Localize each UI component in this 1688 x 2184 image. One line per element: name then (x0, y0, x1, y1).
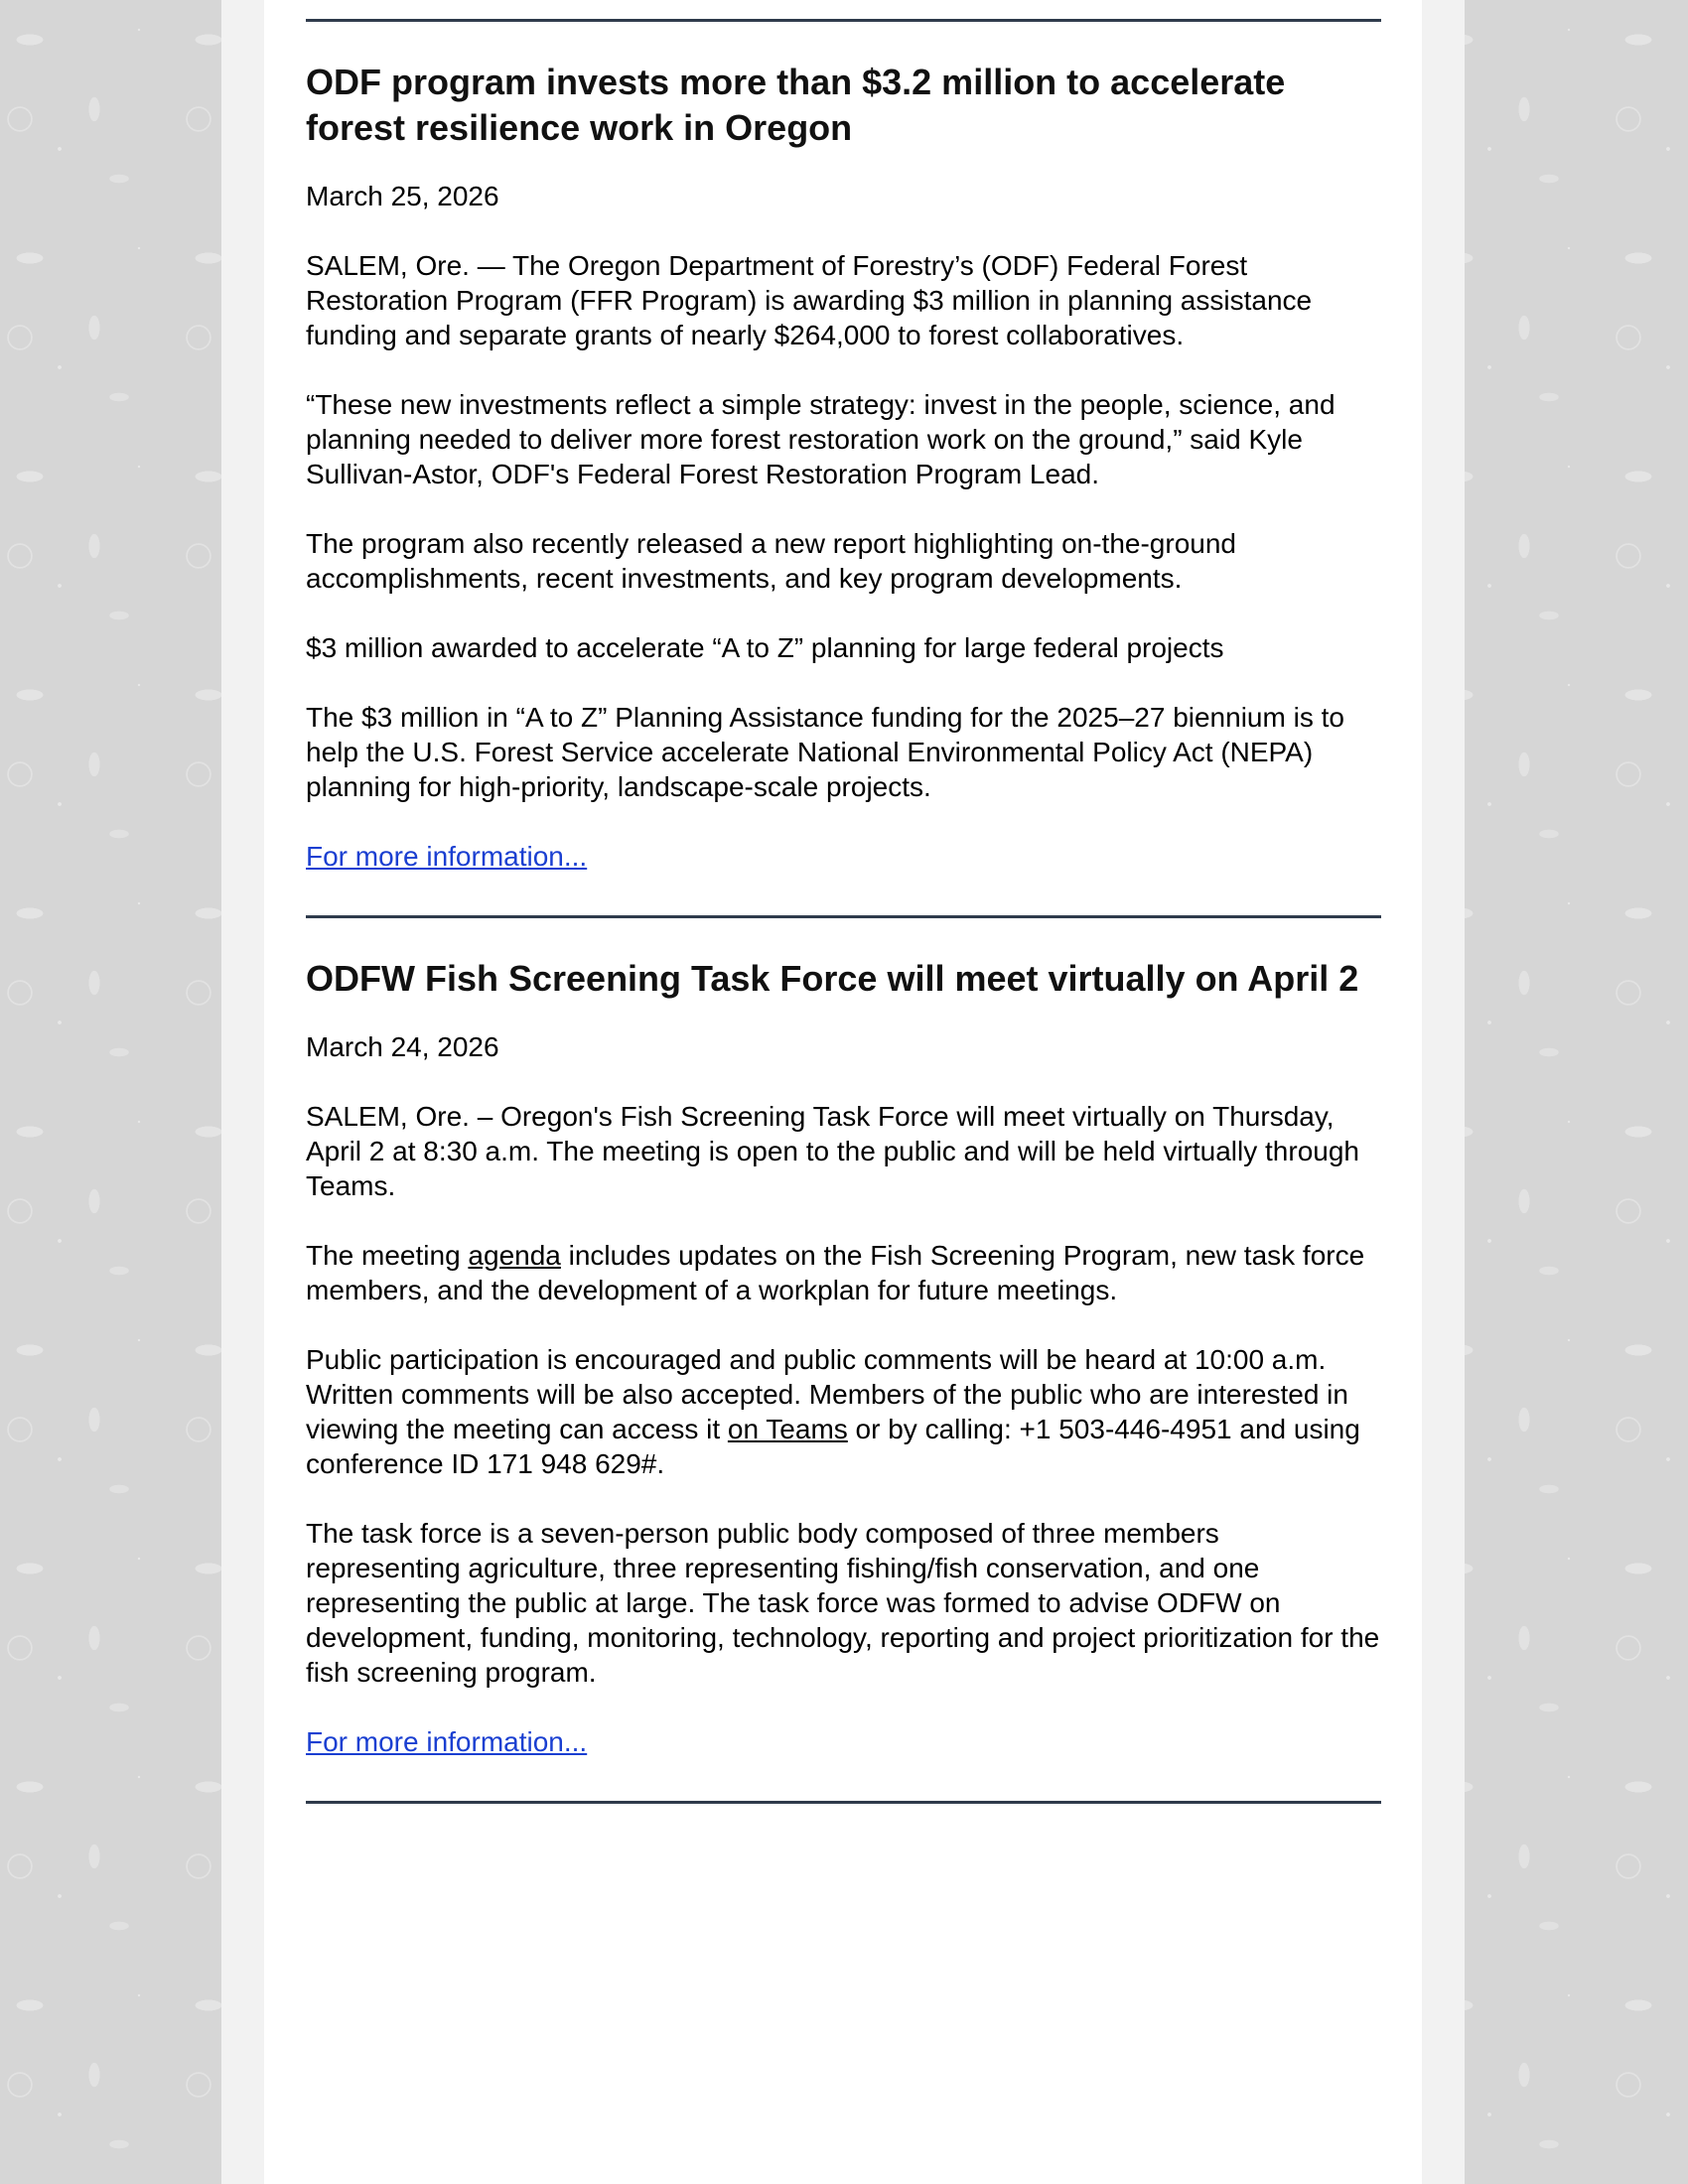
article-subheading: $3 million awarded to accelerate “A to Z” planning for large federal projects (306, 632, 1224, 663)
article-headline: ODF program invests more than $3.2 million to accelerate forest resilience work in Oregon (306, 62, 1286, 148)
article-paragraph (306, 1342, 1381, 1481)
article-paragraph: SALEM, Ore. – Oregon's Fish Screening Task Force will meet virtually on Thursday, April 2 at 8:30 a.m. The meeting is open to the public and will be held virtually through Teams. (306, 1101, 1359, 1201)
text-segment: or by calling: +1 503-446-4951 and using conference ID 171 948 629#. (306, 1414, 1360, 1479)
article-paragraph (306, 1238, 1381, 1307)
article-date: March 24, 2026 (306, 1031, 499, 1062)
article-headline: ODFW Fish Screening Task Force will meet virtually on April 2 (306, 958, 1359, 999)
divider (306, 1801, 1381, 1804)
article-odf-forest-resilience (306, 22, 1381, 874)
text-segment: Public participation is encouraged and public comments will be heard at 10:00 a.m. Written comments will be also accepted. Members of the public who are interested in viewing the meeting can access it (306, 1344, 1348, 1444)
more-info-link[interactable]: For more information... (306, 841, 588, 872)
article-paragraph: SALEM, Ore. — The Oregon Department of Forestry’s (ODF) Federal Forest Restoration Program (FFR Program) is awarding $3 million in planning assistance funding and separate grants of nearly $264,000 to forest collaboratives. (306, 250, 1313, 350)
more-info-link[interactable]: For more information... (306, 1726, 588, 1757)
more-info-line (306, 1724, 1381, 1759)
article-paragraph: The $3 million in “A to Z” Planning Assistance funding for the 2025–27 biennium is to help the U.S. Forest Service accelerate National Environmental Policy Act (NEPA) planning for high-priority, landscape-scale projects. (306, 702, 1344, 802)
agenda-link[interactable]: agenda (468, 1240, 561, 1271)
article-paragraph: The task force is a seven-person public body composed of three members representing agriculture, three representing fishing/fish conservation, and one representing the public at large. The task force was formed to advise ODFW on development, funding, monitoring, technology, reporting and project prioritization for the fish screening program. (306, 1518, 1380, 1688)
article-date: March 25, 2026 (306, 181, 499, 211)
more-info-line (306, 839, 1381, 874)
article-paragraph: “These new investments reflect a simple strategy: invest in the people, science, and planning needed to deliver more forest restoration work on the ground,” said Kyle Sullivan-Astor, ODF's Federal Forest Restoration Program Lead. (306, 389, 1336, 489)
article-odfw-fish-screening (306, 918, 1381, 1759)
article-paragraph: The program also recently released a new report highlighting on-the-ground accomplishments, recent investments, and key program developments. (306, 528, 1236, 594)
text-segment: includes updates on the Fish Screening Program, new task force members, and the development of a workplan for future meetings. (306, 1240, 1365, 1305)
teams-link[interactable]: on Teams (727, 1414, 848, 1444)
text-segment: The meeting (306, 1240, 469, 1271)
newsletter-content (306, 0, 1381, 1804)
